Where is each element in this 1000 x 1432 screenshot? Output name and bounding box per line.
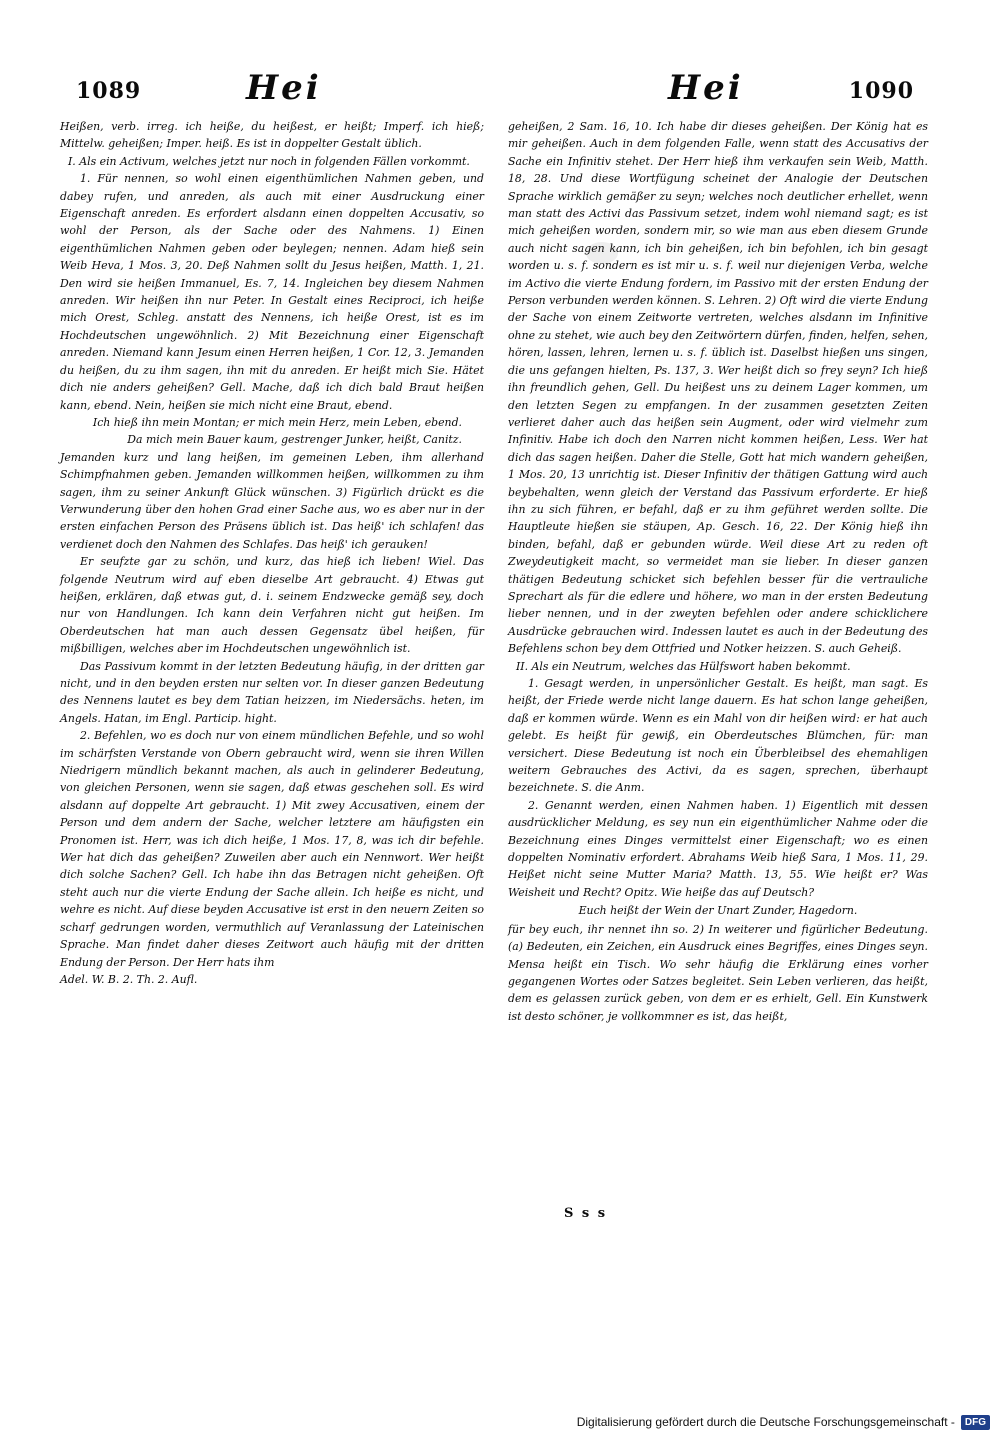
digitization-footer <box>577 1413 990 1431</box>
paragraph: 2. Befehlen, wo es doch nur von einem mündlichen Befehle, und so wohl im schärfsten Verstande von Obern gebraucht wird, wenn sie ihren Willen Niedrigern mündlich bekannt machen, als auch in gelinderer Bedeutung, von gleichen Personen, wenn sie sagen, daß etwas geschehen soll. Es wird alsdann auf doppelte Art gebraucht. 1) Mit zwey Accusativen, einem der Person und dem andern der Sache, welcher letztere am häufigsten ein Pronomen ist. Herr, was ich dich heiße, 1 Mos. 17, 8, was ich dir befehle. Wer hat dich das geheißen? Zuweilen aber auch ein Nennwort. Wer heißt dich solche Sachen? Gell. Ich habe ihn das Betragen nicht geheißen. Oft steht auch nur die vierte Endung der Sache allein. Ich heiße es nicht, und wehre es nicht. Auf diese beyden Accusative ist erst in den neuern Zeiten so scharf gedrungen worden, vermuthlich auf Veranlassung der Lateinischen Sprache. Man findet daher dieses Zeitwort auch häufig mit der dritten Endung der Person. Der Herr hats ihm <box>60 729 484 969</box>
paragraph: geheißen, 2 Sam. 16, 10. Ich habe dir dieses geheißen. Der König hat es mir geheißen. Auch in dem folgenden Falle, wenn statt des Accusativs der Sache ein Infinitiv stehet. Der Herr hieß ihm verkaufen sein Weib, Matth. 18, 28. Und diese Wortfügung scheinet der Analogie der Deutschen Sprache wirklich gemäßer zu seyn; welches noch deutlicher erhellet, wenn man statt des Activi das Passivum setzet, indem wohl niemand sagt; es ist mich geheißen worden, sondern mir, so wie man aus eben diesem Grunde auch nicht sagen kann, ich bin geheißen, ich bin befohlen, ich bin gesagt worden u. s. f. sondern es ist mir u. s. f. weil nur diejenigen Verba, welche im Activo die vierte Endung fordern, im Passivo mit der ersten Endung der Person verbunden werden können. S. Lehren. 2) Oft wird die vierte Endung der Sache von einem Zeitworte vertreten, welches alsdann im Infinitive ohne zu stehet, wie auch bey den Zeitwörtern dürfen, finden, helfen, sehen, hören, lassen, lehren, lernen u. s. f. üblich ist. Daselbst hießen uns singen, die uns gefangen hielten, Ps. 137, 3. Wer heißt dich so frey seyn? Ich hieß ihn freundlich gehen, Gell. Du heißest uns zu deinem Lager kommen, um den letzten Segen zu empfangen. In der zusammen gesetzten Zeiten verlieret daher auch das heißen sein Augment, oder wird vielmehr zum Infinitiv. Habe ich doch den Narren nicht kommen heißen, Less. Wer hat dich das sagen heißen. Daher die Stelle, Gott hat mich wandern geheißen, 1 Mos. 20, 13 unrichtig ist. Dieser Infinitiv der thätigen Gattung wird auch beybehalten, wenn gleich der Verstand das Passivum erforderte. Er hieß ihn zu sich führen, er befahl, daß er zu ihm geführet werden sollte. Die Hauptleute hießen sie stäupen, Ap. Gesch. 16, 22. Der König hieß ihn binden, befahl, daß er gebunden würde. Weil diese Art zu reden oft Zweydeutigkeit macht, so vermeidet man sie lieber. In dieser ganzen thätigen Bedeutung schicket sich befehlen besser für die vertrauliche Sprechart als für die edlere und höhere, wo man in der ersten Bedeutung lieber nennen, und in der zweyten befehlen oder andere schicklichere Ausdrücke gebrauchen wird. Indessen lautet es auch in der Bedeutung des Befehlens schon bey dem Ottfried und Notker heizzen. S. auch Geheiß. <box>508 120 928 656</box>
signature-mark: S s s <box>564 1206 608 1221</box>
footer-credit-text: Digitalisierung gefördert durch die Deutsche Forschungsgemeinschaft - <box>576 1415 955 1429</box>
right-column <box>508 118 928 1025</box>
bibliographic-footnote: Adel. W. B. 2. Th. 2. Aufl. <box>60 972 198 986</box>
verse-quote: Euch heißt der Wein der Unart Zunder, Hagedorn. <box>578 904 858 918</box>
paragraph: 1. Gesagt werden, in unpersönlicher Gestalt. Es heißt, man sagt. Es heißt, der Friede werde nicht lange dauern. Es hat schon lange geheißen, daß er kommen würde. Wenn es ein Mahl von dir heißen wird: er hat auch gelebt. Es heißt für gewiß, ein Oberdeutsches Blümchen, für: man versichert. Diese Bedeutung ist noch ein Überbleibsel des ehemahligen weitern Gebrauches des Activi, da es sagen, sprechen, überhaupt bezeichnete. S. die Anm. <box>508 677 928 795</box>
paragraph: Er seufzte gar zu schön, und kurz, das hieß ich lieben! Wiel. Das folgende Neutrum wird auf eben dieselbe Art gebraucht. 4) Etwas gut heißen, erklären, daß etwas gut, d. i. seinem Endzwecke gemäß sey, doch nur von Handlungen. Ich kann dein Verfahren nicht gut heißen. Im Oberdeutschen hat man auch dessen Gegensatz übel heißen, für mißbilligen, welches aber im Hochdeutschen ungewöhnlich ist. <box>60 555 484 656</box>
verse-quote: Ich hieß ihn mein Montan; er mich mein Herz, mein Leben, ebend. <box>92 415 462 429</box>
entry-headword-paragraph: Heißen, verb. irreg. ich heiße, du heißest, er heißt; Imperf. ich hieß; Mittelw. geheißen; Imper. heiß. Es ist in doppelter Gestalt üblich. <box>60 120 484 151</box>
paragraph: 2. Genannt werden, einen Nahmen haben. 1) Eigentlich mit dessen ausdrücklicher Meldung, es sey nun ein eigenthümlicher Nahme oder die Bezeichnung eines Dinges vermittelst einer Eigenschaft; wo es einen doppelten Nominativ erfordert. Abrahams Weib hieß Sara, 1 Mos. 11, 29. Heißet nicht seine Mutter Maria? Matth. 13, 55. Wie heißt er? Was Weisheit und Recht? Opitz. Wie heiße das auf Deutsch? <box>508 798 928 899</box>
dfg-logo: DFG <box>961 1415 990 1430</box>
paragraph: 1. Für nennen, so wohl einen eigenthümlichen Nahmen geben, und dabey rufen, und anreden, als auch mit einer Ausdruckung einer Eigenschaft anreden. Es erfordert alsdann einen doppelten Accusativ, so wohl der Person, als der Sache oder des Nahmens. 1) Einen eigenthümlichen Nahmen geben oder beylegen; nennen. Adam hieß sein Weib Heva, 1 Mos. 3, 20. Deß Nahmen sollt du Jesus heißen, Matth. 1, 21. Den wird sie heißen Immanuel, Es. 7, 14. Ingleichen bey diesem Nahmen anreden. Wir heißen ihn nur Peter. In Gestalt eines Reciproci, ich heiße mich Orest, Schleg. anstatt des Nennens, ich heiße Orest, ist es im Hochdeutschen ungewöhnlich. 2) Mit Bezeichnung einer Eigenschaft anreden. Niemand kann Jesum einen Herren heißen, 1 Cor. 12, 3. Jemanden du heißen, du zu ihm sagen, ihn mit du anreden. Er heißt mich Sie. Hätet dich nie anders geheißen? Gell. Mache, daß ich dich bald Braut heißen kann, ebend. Nein, heißen sie mich nicht eine Braut, ebend. <box>60 172 484 412</box>
section-heading: II. Als ein Neutrum, welches das Hülfswort haben bekommt. <box>516 659 851 673</box>
left-column <box>60 118 484 988</box>
paragraph: für bey euch, ihr nennet ihn so. 2) In weiterer und figürlicher Bedeutung. (a) Bedeuten, ein Zeichen, ein Ausdruck eines Begriffes, eines Dinges seyn. Mensa heißt ein Tisch. Wo sehr häufig die Erklärung eines vorher gegangenen Wortes oder Satzes begleitet. Sein Leben verlieren, das heißt, dem es gelassen zurück geben, von dem er es erhielt, Gell. Ein Kunstwerk ist desto schöner, je vollkommner es ist, das heißt, <box>508 922 928 1023</box>
dictionary-page <box>56 60 932 1230</box>
paragraph: Das Passivum kommt in der letzten Bedeutung häufig, in der dritten gar nicht, und in den beyden ersten nur selten vor. In dieser ganzen Bedeutung des Nennens lautet es bey dem Tatian heizzen, im Niedersächs. heten, im Angels. Hatan, im Engl. Particip. hight. <box>60 659 484 725</box>
right-running-head: Hei <box>668 68 744 108</box>
section-heading: I. Als ein Activum, welches jetzt nur noch in folgenden Fällen vorkommt. <box>68 154 470 168</box>
page-header <box>56 60 932 118</box>
paragraph: Jemanden kurz und lang heißen, im gemeinen Leben, ihm allerhand Schimpfnahmen geben. Jemanden willkommen heißen, willkommen zu ihm sagen, ihm zu seiner Ankunft Glück wünschen. 3) Figürlich drückt es die Verwunderung über den hohen Grad einer Sache aus, wo es aber nur in der ersten einfachen Person des Präsens üblich ist. Das heiß' ich schlafen! das verdienet doch den Nahmen des Schlafes. Das heiß' ich gerauken! <box>60 450 484 551</box>
left-page-number: 1089 <box>76 78 142 104</box>
left-running-head: Hei <box>246 68 322 108</box>
verse-quote: Da mich mein Bauer kaum, gestrenger Junker, heißt, Canitz. <box>127 433 462 447</box>
right-page-number: 1090 <box>848 78 914 104</box>
